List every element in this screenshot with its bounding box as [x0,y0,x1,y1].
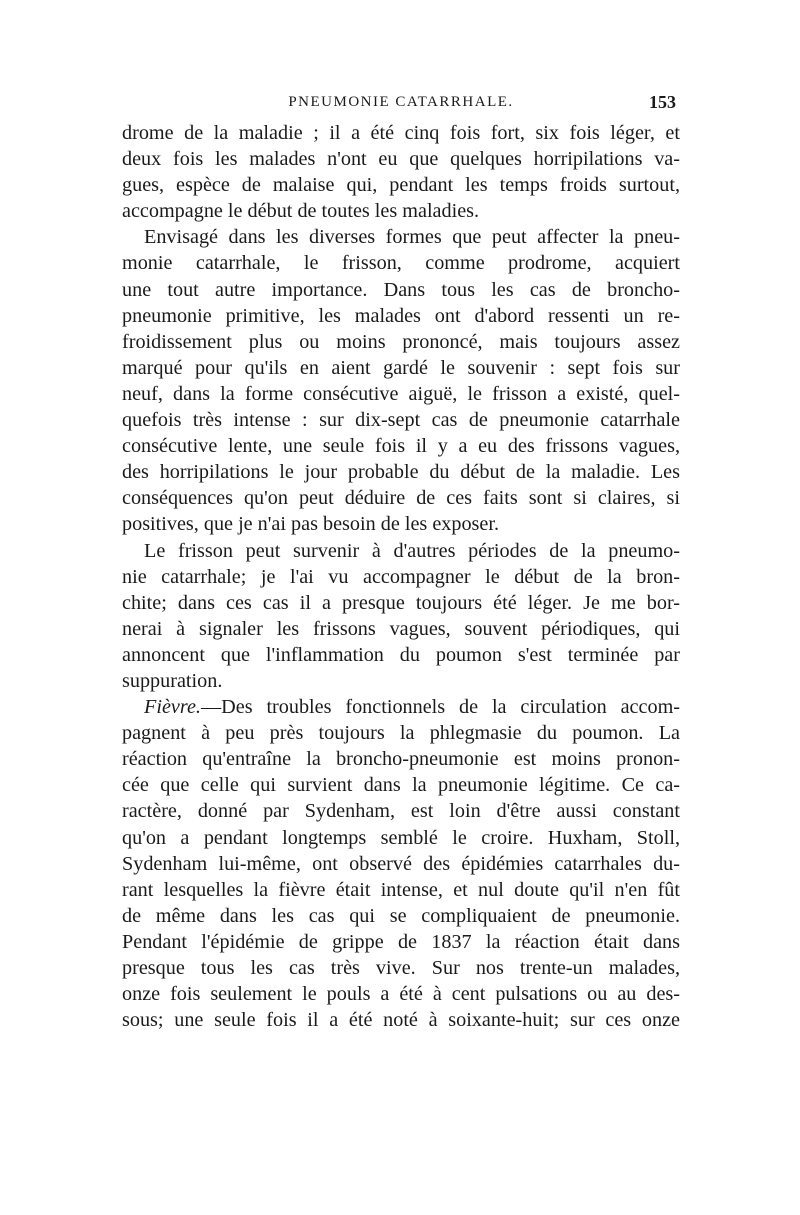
text-line: marqué pour qu'ils en aient gardé le souvenir : sept fois sur [122,356,680,379]
text-line: qu'on a pendant longtemps semblé le croire. Huxham, Stoll, [122,826,680,849]
section-heading-fievre: Fièvre. [144,696,201,719]
text-line: chite; dans ces cas il a presque toujours été léger. Je me bor- [122,591,680,614]
running-head [122,92,680,114]
book-page [122,92,680,1033]
text-line [122,694,680,720]
running-title: PNEUMONIE CATARRHALE. [288,94,514,110]
text-line: pagnent à peu près toujours la phlegmasie du poumon. La [122,722,680,745]
text-line: positives, que je n'ai pas besoin de les exposer. [122,513,500,536]
page-number: 153 [649,92,676,112]
text-line: Le frisson peut survenir à d'autres périodes de la pneumo- [144,539,680,562]
text-line: Envisagé dans les diverses formes que peut affecter la pneu- [144,226,680,249]
text-line-rest: —Des troubles fonctionnels de la circulation accom- [200,696,680,719]
text-line: ractère, donné par Sydenham, est loin d'être aussi constant [122,800,680,823]
text-line: monie catarrhale, le frisson, comme prodrome, acquiert [122,252,680,275]
text-line: Pendant l'épidémie de grippe de 1837 la réaction était dans [122,930,680,953]
text-line: une tout autre importance. Dans tous les cas de broncho- [122,278,680,301]
paragraph-1 [122,120,680,224]
text-line: pneumonie primitive, les malades ont d'abord ressenti un re- [122,304,680,327]
text-line: deux fois les malades n'ont eu que quelques horripilations va- [122,148,680,171]
text-line: froidissement plus ou moins prononcé, mais toujours assez [122,330,680,353]
text-line: accompagne le début de toutes les maladies. [122,200,480,223]
text-line: nie catarrhale; je l'ai vu accompagner le début de la bron- [122,565,680,588]
text-line: des horripilations le jour probable du début de la maladie. Les [122,461,680,484]
text-line: consécutive lente, une seule fois il y a eu des frissons vagues, [122,435,680,458]
paragraph-2 [122,224,680,537]
text-line: neuf, dans la forme consécutive aiguë, le frisson a existé, quel- [122,382,680,405]
text-line: de même dans les cas qui se compliquaient de pneumonie. [122,904,680,927]
text-line: nerai à signaler les frissons vagues, souvent périodiques, qui [122,617,680,640]
text-line: drome de la maladie ; il a été cinq fois fort, six fois léger, et [122,122,680,144]
text-line: sous; une seule fois il a été noté à soixante-huit; sur ces onze [122,1009,680,1032]
text-line: rant lesquelles la fièvre était intense, et nul doute qu'il n'en fût [122,878,680,901]
text-line: gues, espèce de malaise qui, pendant les temps froids surtout, [122,174,680,197]
body-text [122,120,680,1033]
paragraph-4 [122,694,680,1033]
text-line: annoncent que l'inflammation du poumon s'est terminée par [122,643,680,666]
paragraph-3 [122,538,680,695]
text-line: réaction qu'entraîne la broncho-pneumonie est moins pronon- [122,748,680,771]
text-line: quefois très intense : sur dix-sept cas de pneumonie catarrhale [122,409,680,432]
text-line: conséquences qu'on peut déduire de ces faits sont si claires, si [122,487,680,510]
text-line: Sydenham lui-même, ont observé des épidémies catarrhales du- [122,852,680,875]
text-line: cée que celle qui survient dans la pneumonie légitime. Ce ca- [122,774,680,797]
text-line: presque tous les cas très vive. Sur nos trente-un malades, [122,957,680,979]
text-line: onze fois seulement le pouls a été à cent pulsations ou au des- [122,983,680,1006]
text-line: suppuration. [122,669,223,692]
